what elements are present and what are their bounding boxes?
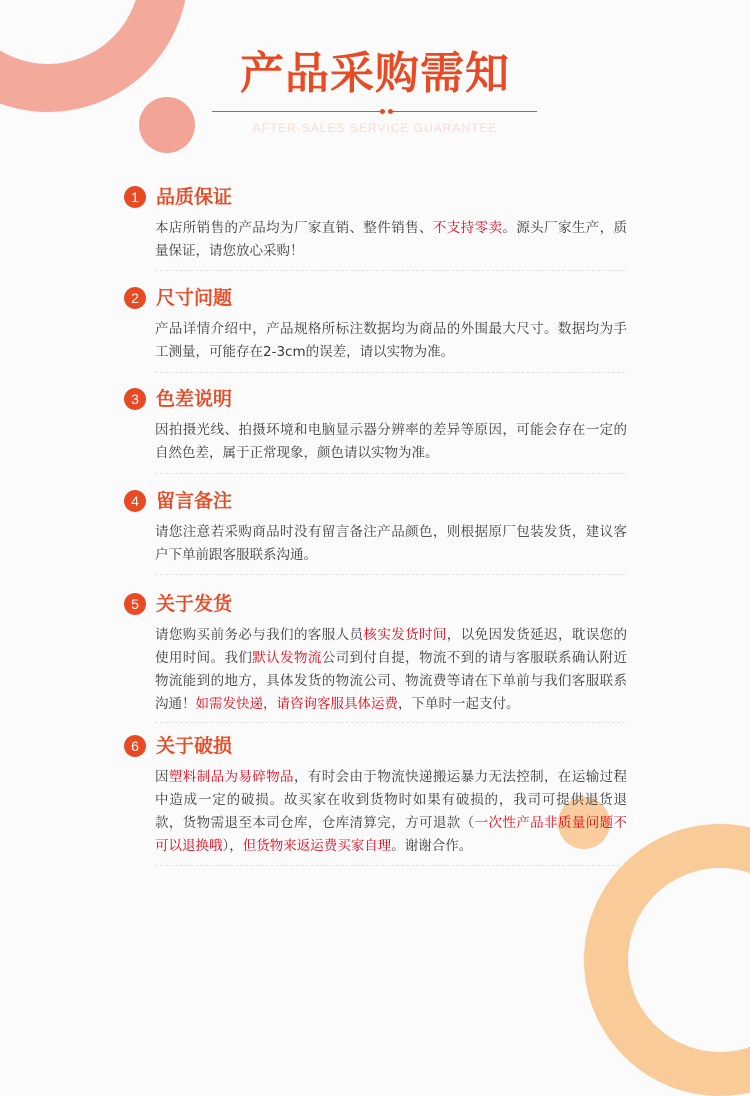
highlighted-text: 默认发物流: [252, 650, 322, 666]
body-text: ，以免因发货延迟，耽误您的使用时间。我们: [155, 627, 628, 666]
section-title: 关于破损: [156, 735, 233, 757]
section-number-badge: 4: [124, 490, 146, 512]
section-number-badge: 5: [124, 593, 146, 615]
section-body: [155, 217, 627, 263]
body-text: 请您购买前务必与我们的客服人员: [155, 627, 364, 643]
section-divider: [155, 865, 625, 866]
section-divider: [155, 574, 625, 575]
page-title: 产品采购需知: [240, 48, 510, 99]
section-title: 留言备注: [156, 490, 233, 512]
section-body: [155, 419, 627, 465]
section-number-badge: 3: [124, 388, 146, 410]
body-text: 。源头厂家生产，质量保证，请您放心采购！: [155, 220, 628, 259]
highlighted-text: 如需发快递，请咨询客服具体运费: [195, 696, 398, 712]
highlighted-text: 核实发货时间: [363, 627, 447, 643]
page-subtitle: AFTER-SALES SERVICE GUARANTEE: [252, 121, 498, 135]
section-divider: [155, 270, 625, 271]
section-divider: [155, 473, 625, 474]
section-number-badge: 2: [124, 287, 146, 309]
body-text: 本店所销售的产品均为厂家直销、整件销售、: [155, 220, 433, 236]
highlighted-text: 一次性产品非质量问题不可以退换哦: [155, 815, 628, 854]
section-body: [155, 624, 627, 716]
section-number-badge: 1: [124, 186, 146, 208]
section-divider: [155, 372, 625, 373]
title-rule-left: [212, 111, 382, 112]
section-body: [155, 318, 627, 364]
title-rule-dot: [380, 109, 385, 114]
section-body: [155, 521, 627, 567]
highlighted-text: 塑料制品为易碎物品: [168, 769, 294, 785]
title-rule-right: [389, 111, 537, 112]
body-text: 。谢谢合作。: [391, 838, 473, 854]
section-divider: [155, 722, 625, 723]
section-title: 色差说明: [156, 388, 233, 410]
body-text: ），: [222, 838, 243, 854]
section-title: 关于发货: [156, 593, 233, 615]
section-title: 品质保证: [156, 186, 233, 208]
section-body: [155, 766, 627, 858]
body-text: ，下单时一起支付。: [398, 696, 520, 712]
body-text: 因: [155, 769, 169, 785]
highlighted-text: 但货物来返运费买家自理: [242, 838, 392, 854]
section-number-badge: 6: [124, 735, 146, 757]
body-text: ，有时会由于物流快递搬运暴力无法控制，在运输过程中造成一定的破损。故买家在收到货物时如果有破损的，我司可提供退货退款，货物需退至本司仓库，仓库清算完，方可退款（: [155, 769, 628, 831]
body-text: 请您注意若采购商品时没有留言备注产品颜色，则根据原厂包装发货，建议客户下单前跟客服联系沟通。: [155, 524, 627, 563]
section-title: 尺寸问题: [156, 287, 233, 309]
body-text: 产品详情介绍中，产品规格所标注数据均为商品的外围最大尺寸。数据均为手工测量，可能存在2-3cm的误差，请以实物为准。: [155, 321, 627, 360]
body-text: 公司到付自提，物流不到的请与客服联系确认附近物流能到的地方，具体发货的物流公司、物流费等请在下单前与我们客服联系沟通！: [155, 650, 628, 712]
highlighted-text: 不支持零卖: [432, 220, 503, 236]
body-text: 因拍摄光线、拍摄环境和电脑显示器分辨率的差异等原因，可能会存在一定的自然色差，属于正常现象，颜色请以实物为准。: [155, 422, 627, 461]
